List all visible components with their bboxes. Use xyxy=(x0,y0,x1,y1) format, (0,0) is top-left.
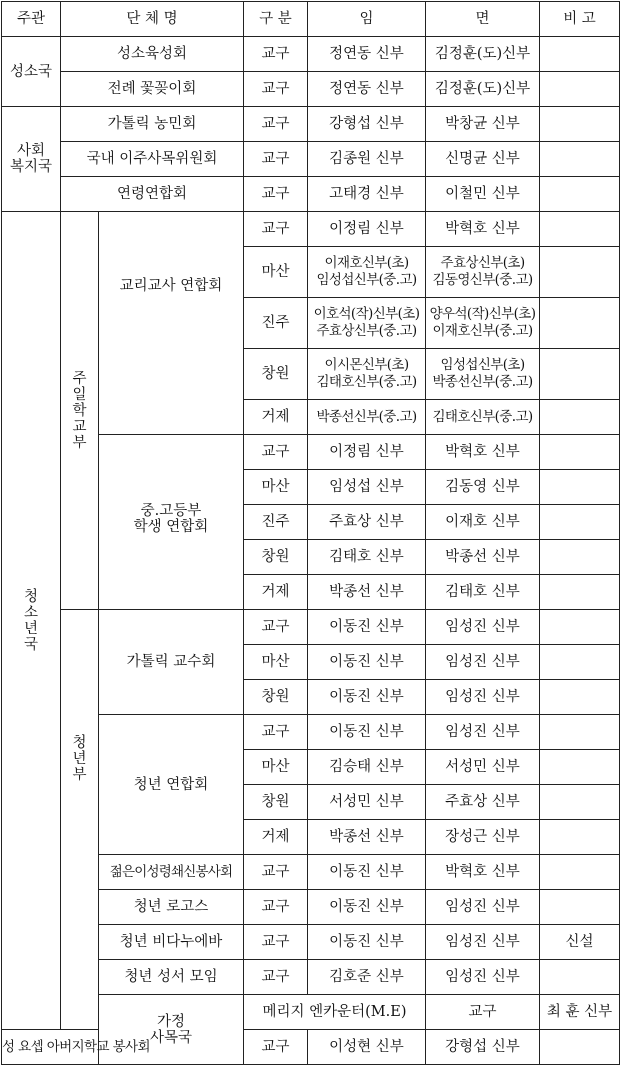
appointee-cell: 이동진 신부 xyxy=(308,610,426,645)
appointee-cell: 이동진 신부 xyxy=(308,645,426,680)
affiliation-cell: 장성근 신부 xyxy=(426,820,540,855)
affiliation-cell: 주효상 신부 xyxy=(426,785,540,820)
appointee-cell: 박종선 신부 xyxy=(308,575,426,610)
affiliation-cell: 김태호 신부 xyxy=(426,575,540,610)
appointee-cell: 박종선신부(중.고) xyxy=(308,400,426,435)
appointee-cell: 정연동 신부 xyxy=(308,72,426,107)
note-cell xyxy=(540,610,620,645)
appointee-cell: 박종선 신부 xyxy=(308,820,426,855)
affiliation-cell: 이철민 신부 xyxy=(426,177,540,212)
affiliation-cell: 김동영 신부 xyxy=(426,470,540,505)
affiliation-line: 이재호신부(중.고) xyxy=(432,323,533,339)
division-cell: 거제 xyxy=(244,400,308,435)
note-cell xyxy=(540,855,620,890)
header-note: 비 고 xyxy=(540,2,620,37)
note-cell xyxy=(540,575,620,610)
group-label-line: 중.고등부 xyxy=(140,503,202,519)
vertical-char: 소 xyxy=(23,604,38,621)
appointee-cell: 이동진 신부 xyxy=(308,680,426,715)
org-name: 성 요셉 아버지학교 봉사회 xyxy=(2,1030,99,1065)
table-row xyxy=(2,142,620,177)
dept-label-line: 사목국 xyxy=(149,1029,193,1046)
affiliation-line: 양우석(작)신부(초) xyxy=(429,306,536,322)
division-cell: 마산 xyxy=(244,470,308,505)
affiliation-line: 김동영신부(중.고) xyxy=(432,272,533,288)
appointee-cell: 주효상 신부 xyxy=(308,505,426,540)
affiliation-cell: 서성민 신부 xyxy=(426,750,540,785)
note-cell xyxy=(540,72,620,107)
appointee-cell: 최 훈 신부 xyxy=(540,995,620,1030)
appointee-line: 이시몬신부(초) xyxy=(324,357,409,373)
appointee-line: 임성섭신부(중.고) xyxy=(316,272,417,288)
note-cell: 신설 xyxy=(540,925,620,960)
vertical-char: 년 xyxy=(72,751,87,767)
vertical-char: 년 xyxy=(23,620,38,637)
note-cell xyxy=(540,820,620,855)
appointee-line: 주효상신부(중.고) xyxy=(316,323,417,339)
org-name: 청년 비다누에바 xyxy=(99,925,244,960)
division-cell: 교구 xyxy=(244,855,308,890)
affiliation-cell: 박창균 신부 xyxy=(426,107,540,142)
subdept-sunday-school xyxy=(61,212,99,610)
vertical-char: 부 xyxy=(72,434,87,451)
division-cell: 교구 xyxy=(244,72,308,107)
division-cell: 창원 xyxy=(244,349,308,400)
division-cell: 교구 xyxy=(244,107,308,142)
org-name: 메리지 엔카운터(M.E) xyxy=(244,995,426,1030)
dept-social-welfare xyxy=(2,107,61,212)
affiliation-cell: 박혁호 신부 xyxy=(426,435,540,470)
note-cell xyxy=(540,540,620,575)
note-cell xyxy=(540,349,620,400)
division-cell: 교구 xyxy=(244,925,308,960)
affiliation-cell: 임성진 신부 xyxy=(426,610,540,645)
note-cell xyxy=(540,680,620,715)
vertical-char: 주 xyxy=(72,370,87,387)
division-cell: 창원 xyxy=(244,785,308,820)
note-cell xyxy=(540,1030,620,1065)
note-cell xyxy=(540,177,620,212)
appointee-cell: 김승태 신부 xyxy=(308,750,426,785)
vertical-char: 청 xyxy=(23,588,38,605)
affiliation-line: 박종선신부(중.고) xyxy=(432,374,533,390)
org-name: 가톨릭 농민회 xyxy=(61,107,244,142)
note-cell xyxy=(540,107,620,142)
dept-seongso: 성소국 xyxy=(2,37,61,107)
org-name: 국내 이주사목위원회 xyxy=(61,142,244,177)
note-cell xyxy=(540,298,620,349)
division-cell: 창원 xyxy=(244,540,308,575)
division-cell: 교구 xyxy=(244,610,308,645)
affiliation-cell: 김태호신부(중.고) xyxy=(426,400,540,435)
appointee-line: 이호석(작)신부(초) xyxy=(313,306,420,322)
affiliation-cell: 임성진 신부 xyxy=(426,960,540,995)
clergy-appointment-table xyxy=(1,1,620,1065)
note-cell xyxy=(540,750,620,785)
group-professors: 가톨릭 교수회 xyxy=(99,610,244,715)
note-cell xyxy=(540,142,620,177)
table-row xyxy=(2,610,620,645)
affiliation-cell: 임성진 신부 xyxy=(426,715,540,750)
appointee-cell: 이성현 신부 xyxy=(308,1030,426,1065)
dept-label-line: 가정 xyxy=(156,1013,185,1030)
affiliation-cell: 박혁호 신부 xyxy=(426,855,540,890)
affiliation-cell: 박종선 신부 xyxy=(426,540,540,575)
vertical-char: 부 xyxy=(72,767,87,783)
division-cell: 교구 xyxy=(244,890,308,925)
note-cell xyxy=(540,960,620,995)
appointee-cell: 김종원 신부 xyxy=(308,142,426,177)
affiliation-cell: 김정훈(도)신부 xyxy=(426,37,540,72)
affiliation-cell: 임성진 신부 xyxy=(426,645,540,680)
appointee-line: 이재호신부(초) xyxy=(324,255,409,271)
appointee-cell: 강형섭 신부 xyxy=(308,107,426,142)
vertical-char: 국 xyxy=(23,636,38,653)
org-name: 청년 로고스 xyxy=(99,890,244,925)
table-row xyxy=(2,107,620,142)
division-cell: 진주 xyxy=(244,505,308,540)
division-cell: 교구 xyxy=(244,435,308,470)
note-cell xyxy=(540,645,620,680)
affiliation-cell xyxy=(426,247,540,298)
note-cell xyxy=(540,247,620,298)
division-cell: 교구 xyxy=(244,1030,308,1065)
affiliation-cell: 강형섭 신부 xyxy=(426,1030,540,1065)
division-cell: 창원 xyxy=(244,680,308,715)
appointee-cell xyxy=(308,298,426,349)
vertical-char: 청 xyxy=(72,735,87,751)
division-cell: 교구 xyxy=(244,212,308,247)
division-cell: 마산 xyxy=(244,247,308,298)
vertical-char: 교 xyxy=(72,418,87,435)
appointee-cell: 김태호 신부 xyxy=(308,540,426,575)
note-cell xyxy=(540,435,620,470)
appointee-cell: 이동진 신부 xyxy=(308,890,426,925)
division-cell: 교구 xyxy=(244,177,308,212)
group-youth-union: 청년 연합회 xyxy=(99,715,244,855)
vertical-char: 일 xyxy=(72,386,87,403)
affiliation-cell: 신명균 신부 xyxy=(426,142,540,177)
appointee-cell: 이정림 신부 xyxy=(308,212,426,247)
affiliation-cell: 임성진 신부 xyxy=(426,680,540,715)
org-name: 청년 성서 모임 xyxy=(99,960,244,995)
appointee-cell xyxy=(308,349,426,400)
header-org: 단 체 명 xyxy=(61,2,244,37)
affiliation-cell: 김정훈(도)신부 xyxy=(426,72,540,107)
division-cell: 교구 xyxy=(244,715,308,750)
appointee-cell: 이동진 신부 xyxy=(308,855,426,890)
note-cell xyxy=(540,470,620,505)
header-appointee: 임 xyxy=(308,2,426,37)
affiliation-cell: 임성진 신부 xyxy=(426,925,540,960)
division-cell: 교구 xyxy=(244,37,308,72)
appointee-cell: 서성민 신부 xyxy=(308,785,426,820)
dept-youth xyxy=(2,212,61,1030)
header-affiliation: 면 xyxy=(426,2,540,37)
appointee-cell xyxy=(308,247,426,298)
division-cell: 교구 xyxy=(426,995,540,1030)
affiliation-cell: 임성진 신부 xyxy=(426,890,540,925)
note-cell xyxy=(540,400,620,435)
appointee-line: 김태호신부(중.고) xyxy=(316,374,417,390)
division-cell: 마산 xyxy=(244,750,308,785)
note-cell xyxy=(540,37,620,72)
division-cell: 교구 xyxy=(244,960,308,995)
table-row xyxy=(2,37,620,72)
appointee-cell: 이동진 신부 xyxy=(308,715,426,750)
appointee-cell: 임성섭 신부 xyxy=(308,470,426,505)
appointee-cell: 이정림 신부 xyxy=(308,435,426,470)
affiliation-cell xyxy=(426,298,540,349)
org-name: 젊은이성령쇄신봉사회 xyxy=(99,855,244,890)
note-cell xyxy=(540,890,620,925)
subdept-young-adult xyxy=(61,610,99,1030)
division-cell: 진주 xyxy=(244,298,308,349)
table-row xyxy=(2,177,620,212)
division-cell: 거제 xyxy=(244,820,308,855)
header-division: 구 분 xyxy=(244,2,308,37)
vertical-char: 학 xyxy=(72,402,87,419)
org-name: 성소육성회 xyxy=(61,37,244,72)
header-host: 주관 xyxy=(2,2,61,37)
affiliation-line: 임성섭신부(초) xyxy=(440,357,525,373)
table-row xyxy=(2,72,620,107)
header-row xyxy=(2,2,620,37)
division-cell: 거제 xyxy=(244,575,308,610)
note-cell xyxy=(540,715,620,750)
group-student-union xyxy=(99,435,244,610)
table-row xyxy=(2,1030,620,1065)
affiliation-cell: 이재호 신부 xyxy=(426,505,540,540)
group-label-line: 학생 연합회 xyxy=(133,519,209,535)
group-catechist: 교리교사 연합회 xyxy=(99,212,244,435)
division-cell: 교구 xyxy=(244,142,308,177)
appointee-cell: 이동진 신부 xyxy=(308,925,426,960)
appointee-cell: 김호준 신부 xyxy=(308,960,426,995)
dept-label-line: 사회 xyxy=(16,143,45,159)
org-name: 전례 꽃꽂이회 xyxy=(61,72,244,107)
appointee-cell: 정연동 신부 xyxy=(308,37,426,72)
note-cell xyxy=(540,505,620,540)
note-cell xyxy=(540,785,620,820)
appointee-cell: 고태경 신부 xyxy=(308,177,426,212)
dept-label-line: 복지국 xyxy=(9,159,53,175)
affiliation-cell xyxy=(426,349,540,400)
note-cell xyxy=(540,212,620,247)
affiliation-cell: 박혁호 신부 xyxy=(426,212,540,247)
org-name: 연령연합회 xyxy=(61,177,244,212)
division-cell: 마산 xyxy=(244,645,308,680)
table-row xyxy=(2,212,620,247)
affiliation-line: 주효상신부(초) xyxy=(440,255,525,271)
